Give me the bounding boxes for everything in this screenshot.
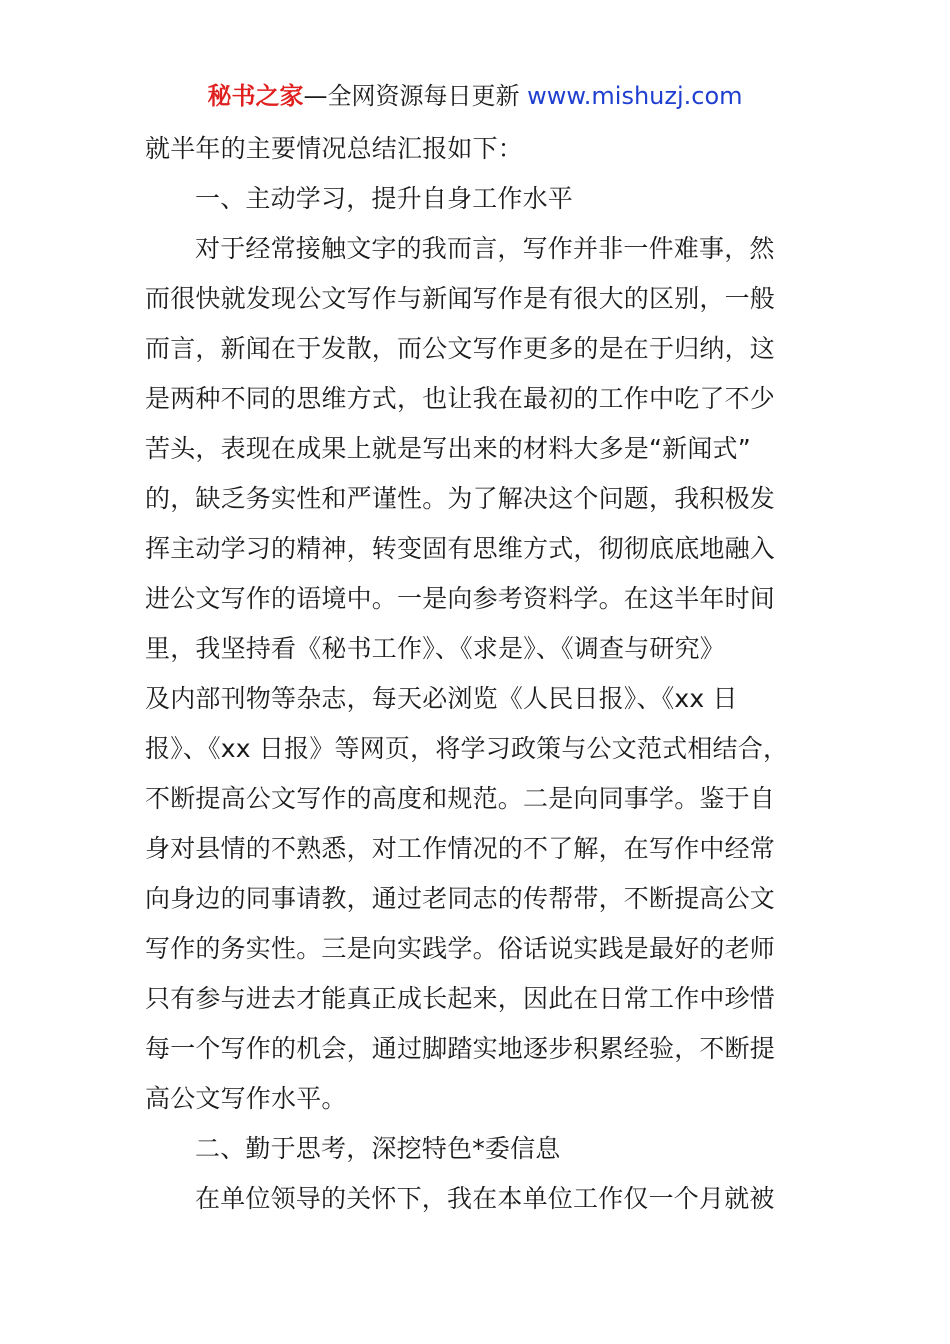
site-brand: 秘书之家 [207, 82, 304, 110]
body-line: 不断提高公文写作的高度和规范。二是向同事学。鉴于自 [145, 784, 776, 813]
document-body [145, 124, 815, 1224]
body-line: 写作的务实性。三是向实践学。俗话说实践是最好的老师 [145, 934, 776, 963]
body-line: 报》、《xx 日报》等网页，将学习政策与公文范式相结合， [145, 734, 789, 763]
section-heading: 一、主动学习，提升自身工作水平 [195, 184, 574, 213]
body-line: 里，我坚持看《秘书工作》、《求是》、《调查与研究》 [145, 634, 726, 663]
body-line: 向身边的同事请教，通过老同志的传帮带，不断提高公文 [145, 884, 776, 913]
site-header [0, 80, 950, 112]
body-line: 只有参与进去才能真正成长起来，因此在日常工作中珍惜 [145, 984, 776, 1013]
section-heading: 二、勤于思考，深挖特色*委信息 [195, 1134, 561, 1163]
body-line: 而很快就发现公文写作与新闻写作是有很大的区别，一般 [145, 284, 776, 313]
body-line: 及内部刊物等杂志，每天必浏览《人民日报》、《xx 日 [145, 684, 738, 713]
body-line: 是两种不同的思维方式，也让我在最初的工作中吃了不少 [145, 384, 776, 413]
body-line: 挥主动学习的精神，转变固有思维方式，彻彻底底地融入 [145, 534, 776, 563]
body-line: 每一个写作的机会，通过脚踏实地逐步积累经验，不断提 [145, 1034, 776, 1063]
body-line: 而言，新闻在于发散，而公文写作更多的是在于归纳，这 [145, 334, 776, 363]
body-line: 进公文写作的语境中。一是向参考资料学。在这半年时间 [145, 584, 776, 613]
paragraph-first-line: 对于经常接触文字的我而言，写作并非一件难事，然 [195, 234, 775, 263]
body-line: 高公文写作水平。 [145, 1084, 347, 1113]
paragraph-first-line: 在单位领导的关怀下，我在本单位工作仅一个月就被 [195, 1184, 775, 1213]
body-line: 的，缺乏务实性和严谨性。为了解决这个问题，我积极发 [145, 484, 776, 513]
body-line: 就半年的主要情况总结汇报如下： [145, 134, 524, 163]
site-tagline: —全网资源每日更新 [303, 82, 520, 110]
site-url-link[interactable]: www.mishuzj.com [527, 82, 743, 110]
body-line: 身对县情的不熟悉，对工作情况的不了解，在写作中经常 [145, 834, 776, 863]
body-line: 苦头，表现在成果上就是写出来的材料大多是“新闻式” [145, 434, 751, 463]
